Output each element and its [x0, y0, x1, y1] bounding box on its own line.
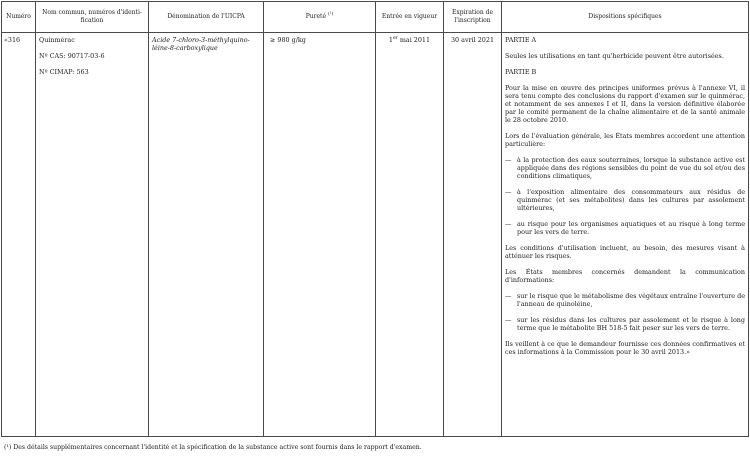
header-row: [2, 2, 749, 33]
cell-dispositions: [502, 33, 749, 437]
cimap-number: Nº CIMAP: 563: [39, 68, 89, 76]
entry-day: 1: [388, 36, 393, 44]
header-purete: [264, 2, 376, 33]
entry-month-year: mai 2011: [397, 36, 431, 44]
iupac-name: Acide 7-chloro-3-méthylquinoléine-8-carboxylique: [152, 36, 250, 52]
cell-expiration: [444, 33, 502, 437]
cell-iupac: [149, 33, 264, 437]
dash-marker: —: [505, 188, 512, 196]
paragraph-principles: Pour la mise en œuvre des principes uniformes prévus à l'annexe VI, il sera tenu compte des conclusions du rapport d'examen sur le quinmérac, et notamment de ses annexes I et II, dans la version définitive élaborée par le comité permanent de la chaîne alimentaire et de la santé animale le 28 octobre 2010.: [505, 84, 745, 124]
entry-day-suffix: er: [393, 35, 398, 41]
purity-value: ≥ 980 g/kg: [270, 36, 306, 44]
numero-value: «316: [4, 36, 21, 44]
sub-item: [505, 316, 745, 332]
header-nom-commun: Nom commun, numéros d'identification: [36, 2, 149, 33]
dispositions-text: [502, 33, 748, 356]
paragraph-confirmatory: Ils veillent à ce que le demandeur fournisse ces données confirmatives et ces informations à la Commission pour le 30 avril 2013.»: [505, 340, 745, 356]
entry-date: [376, 33, 443, 44]
common-name: Quinmérac: [39, 36, 75, 44]
sub-item-text: sur le risque que le métabolisme des végétaux entraîne l'ouverture de l'anneau de quinoléine,: [517, 292, 745, 308]
partie-a-text: Seules les utilisations en tant qu'herbicide peuvent être autorisées.: [505, 52, 724, 60]
header-expiration: Expiration de l'inscription: [444, 2, 502, 33]
dash-item: [505, 220, 745, 236]
dash-marker: —: [505, 156, 512, 164]
dash-item: [505, 156, 745, 180]
dash-item: [505, 188, 745, 212]
footnote: (¹) Des détails supplémentaires concernant l'identité et la spécification de la substance active sont fournis dans le rapport d'examen.: [4, 444, 422, 451]
header-purete-ref: (¹): [327, 12, 334, 18]
header-denomination: Dénomination de l'UICPA: [149, 2, 264, 33]
partie-a-heading: PARTIE A: [505, 36, 537, 44]
cell-nom-commun: [36, 33, 149, 437]
header-entree: Entrée en vigueur: [376, 2, 444, 33]
dash-item-text: à la protection des eaux souterraines, lorsque la substance active est appliquée dans des régions sensibles du point de vue du sol et/ou des conditions climatiques,: [517, 156, 745, 180]
table-row: [2, 33, 749, 437]
dash-marker: —: [505, 292, 512, 300]
paragraph-information: Les États membres concernés demandent la communication d'informations:: [505, 268, 745, 284]
dash-marker: —: [505, 316, 512, 324]
dash-item-text: au risque pour les organismes aquatiques et au risque à long terme pour les vers de terre.: [517, 220, 745, 236]
cell-numero: [2, 33, 36, 437]
substance-table: [1, 1, 749, 437]
dash-item-text: à l'exposition alimentaire des consommateurs aux résidus de quinmérac (et ses métabolites) dans les cultures par assolement ultérieures,: [517, 188, 745, 212]
partie-b-heading: PARTIE B: [505, 68, 537, 76]
expiration-date: 30 avril 2021: [450, 36, 495, 44]
sub-item-text: sur les résidus dans les cultures par assolement et le risque à long terme que le métabolite BH 518-5 fait peser sur les vers de terre.: [517, 316, 745, 332]
paragraph-conditions: Les conditions d'utilisation incluent, au besoin, des mesures visant à atténuer les risques.: [505, 244, 745, 260]
cell-purete: [264, 33, 376, 437]
header-dispositions: Dispositions spécifiques: [502, 2, 749, 33]
cell-entree: [376, 33, 444, 437]
header-purete-label: Pureté: [305, 13, 327, 21]
cas-number: Nº CAS: 90717-03-6: [39, 52, 105, 60]
paragraph-evaluation: Lors de l'évaluation générale, les États membres accordent une attention particulière:: [505, 132, 745, 148]
sub-item: [505, 292, 745, 308]
dash-marker: —: [505, 220, 512, 228]
header-numero: Numéro: [2, 2, 36, 33]
